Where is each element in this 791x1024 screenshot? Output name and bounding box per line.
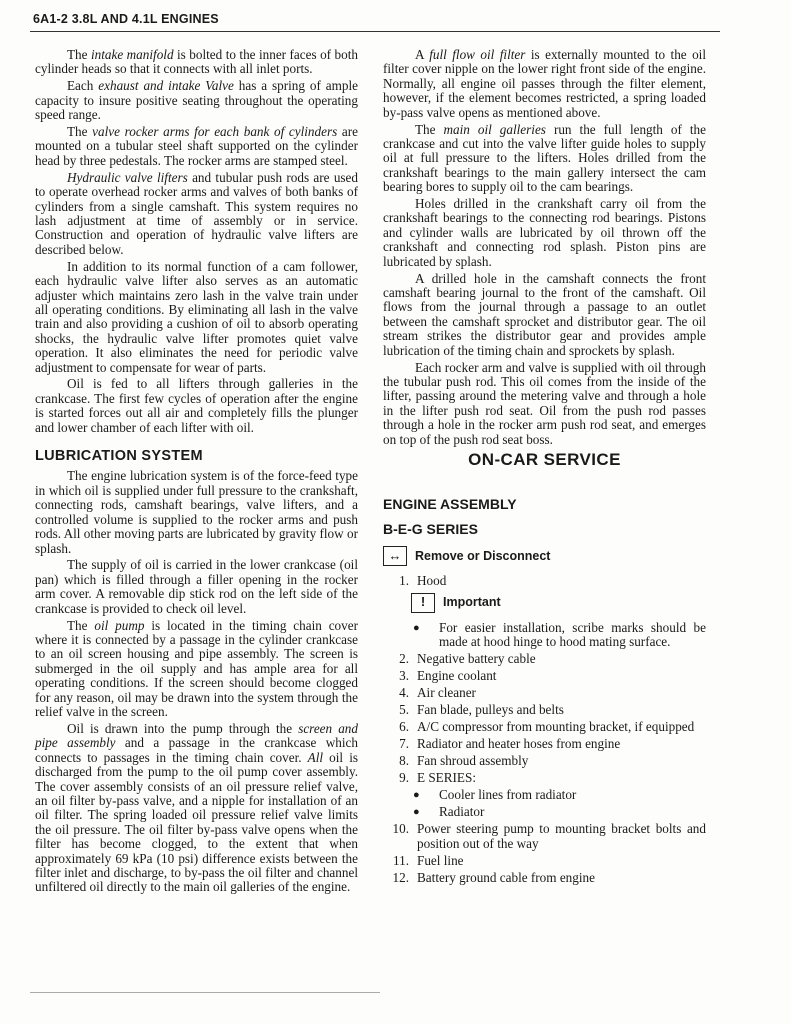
running-header: 6A1-2 3.8L AND 4.1L ENGINES <box>33 12 219 26</box>
important-callout <box>411 593 706 613</box>
list-item: 4. Air cleaner <box>399 685 476 701</box>
paragraph-rocker-oil: Each rocker arm and valve is supplied with oil through the tubular push rod. This oil comes from the inside of the lifter, passing around the metering valve and through a hole in the lifter push rod seat. Oil from the push rod passes through a hole in the rocker arm push rod seat, and emerges on top of the push rod seat boss. <box>383 359 706 447</box>
removal-steps-final <box>383 822 706 885</box>
important-note: ● For easier installation, scribe marks should be made at hood hinge to hood mating surface. <box>413 619 706 649</box>
beg-series-heading: B-E-G SERIES <box>383 520 478 537</box>
paragraph-camshaft-hole: A drilled hole in the camshaft connects the front camshaft bearing journal to the front of the camshaft. Oil flows from the journal through a passage to an outlet between the camshaft sprocket and distributor gear. The oil stream strikes the distributor gear and provides ample lubrication of the timing chain and sprockets by splash. <box>383 270 706 358</box>
paragraph-force-feed: The engine lubrication system is of the force-feed type in which oil is supplied under full pressure to the crankshaft, connecting rods, camshaft bearings, valve lifters, and a controlled volume is supplied to the rocker arms and push rods. All other moving parts are lubricated by gravity flow or splash. <box>35 468 358 556</box>
list-item: 3. Engine coolant <box>399 668 497 684</box>
bullet-icon: ● <box>413 806 420 819</box>
paragraph-main-galleries: The main oil galleries run the full length of the crankcase and cut into the valve lifter guide holes to supply oil at full pressure to the lifters. Holes drilled from the crankshaft bearings to the main gallery intersect the cam bearing bores to supply oil to the cam bearings. <box>383 121 706 195</box>
footer-divider <box>30 992 380 993</box>
bullet-icon: ● <box>413 788 420 801</box>
removal-steps <box>383 574 706 588</box>
list-item: 8. Fan shroud assembly <box>399 752 529 768</box>
paragraph-lifter-oil-feed: Oil is fed to all lifters through galleries in the crankcase. The first few cycles of operation after the engine is started forces out all air and completely fills the plunger and lower chamber of each lifter with oil. <box>35 376 358 435</box>
list-item: 5. Fan blade, pulleys and belts <box>399 702 564 718</box>
on-car-service-heading: ON-CAR SERVICE <box>468 449 621 469</box>
paragraph-intake-manifold: The intake manifold is bolted to the inner faces of both cylinder heads so that it connects with all inlet ports. <box>35 47 358 77</box>
list-item: 2. Negative battery cable <box>399 651 536 667</box>
paragraph-rocker-arms: The valve rocker arms for each bank of cylinders are mounted on a tubular steel shaft supported on the cylinder head by three pedestals. The rocker arms are stamped steel. <box>35 124 358 168</box>
exclamation-icon: ! <box>411 593 435 613</box>
paragraph-valve-springs: Each exhaust and intake Valve has a spring of ample capacity to insure positive seating throughout the operating speed range. <box>35 78 359 123</box>
list-item: 1. Hood <box>399 573 447 589</box>
lubrication-system-heading: LUBRICATION SYSTEM <box>35 448 203 465</box>
important-label: Important <box>443 595 501 610</box>
left-column <box>35 48 358 897</box>
list-item: 10. Power steering pump to mounting bracket bolts and position out of the way <box>392 821 706 851</box>
list-item: 11. Fuel line <box>393 852 464 868</box>
list-item: 12. Battery ground cable from engine <box>392 869 595 885</box>
paragraph-crankshaft-holes: Holes drilled in the crankshaft carry oil from the crankshaft bearings to the connecting rod bearings. Pistons and cylinder walls are lubricated by oil thrown off the crankshaft and connecting rod splash. Piston pins are lubricated by splash. <box>383 196 706 269</box>
paragraph-hydraulic-lifters: Hydraulic valve lifters and tubular push rods are used to operate overhead rocker arms and valves of both banks of cylinders from a single camshaft. This system requires no lash adjustment at time of assembly or in service. Construction and operation of hydraulic valve lifters are described below. <box>35 169 359 257</box>
bullet-icon: ● <box>413 621 420 634</box>
paragraph-oil-supply: The supply of oil is carried in the lower crankcase (oil pan) which is filled through a filler opening in the rocker arm cover. A removable dip stick rod on the left side of the crankcase is provided to check oil level. <box>35 557 358 616</box>
e-series-bullet: ● Cooler lines from radiator <box>413 786 577 802</box>
right-column <box>383 48 706 888</box>
paragraph-oil-flow: Oil is drawn into the pump through the screen and pipe assembly and a passage in the crankcase which connects to passages in the timing chain cover. All oil is discharged from the pump to the oil pump cover assembly. The cover assembly consists of an oil pressure relief valve, an oil filter by-pass valve, and a nipple for installation of an oil filter. The spring loaded oil pressure relief valve limits the oil pressure. The oil filter by-pass valve opens when the filter has become clogged, to the extent that when approximately 69 kPa (10 psi) difference exists between the filter inlet and discharge, to by-pass the oil filter and channel unfiltered oil directly to the main oil galleries of the engine. <box>35 720 358 895</box>
paragraph-oil-pump: The oil pump is located in the timing chain cover where it is connected by a passage in the cylinder crankcase to an oil screen housing and pipe assembly. The screen is submerged in the oil supply and has ample area for all operating conditions. If the screen should become clogged for any reason, oil may be drawn into the system through the relief valve in the screen. <box>35 617 358 719</box>
paragraph-lifter-function: In addition to its normal function of a cam follower, each hydraulic valve lifter also serves as an automatic adjuster which maintains zero lash in the valve train under all operating conditions. By eliminating all lash in the valve train and also providing a cushion of oil to absorb operating shocks, the hydraulic valve lifter promotes quiet valve operation. It also eliminates the need for periodic valve adjustment to compensate for wear of parts. <box>35 258 358 375</box>
header-divider <box>30 31 720 32</box>
paragraph-oil-filter: A full flow oil filter is externally mounted to the oil filter cover nipple on the lower right front side of the engine. Normally, all engine oil passes through the filter element, however, if the element becomes restricted, a spring loaded by-pass valve opens as mentioned above. <box>383 47 706 120</box>
remove-disconnect-callout <box>383 546 706 566</box>
removal-steps-continued <box>383 652 706 785</box>
list-item: 6. A/C compressor from mounting bracket, if equipped <box>399 719 695 735</box>
remove-disconnect-label: Remove or Disconnect <box>415 548 551 563</box>
double-arrow-icon: ↔ <box>383 546 407 566</box>
list-item: 7. Radiator and heater hoses from engine <box>399 735 621 751</box>
list-item: 9. E SERIES: <box>399 769 476 785</box>
engine-assembly-heading: ENGINE ASSEMBLY <box>383 496 517 513</box>
e-series-bullet: ● Radiator <box>413 804 485 820</box>
